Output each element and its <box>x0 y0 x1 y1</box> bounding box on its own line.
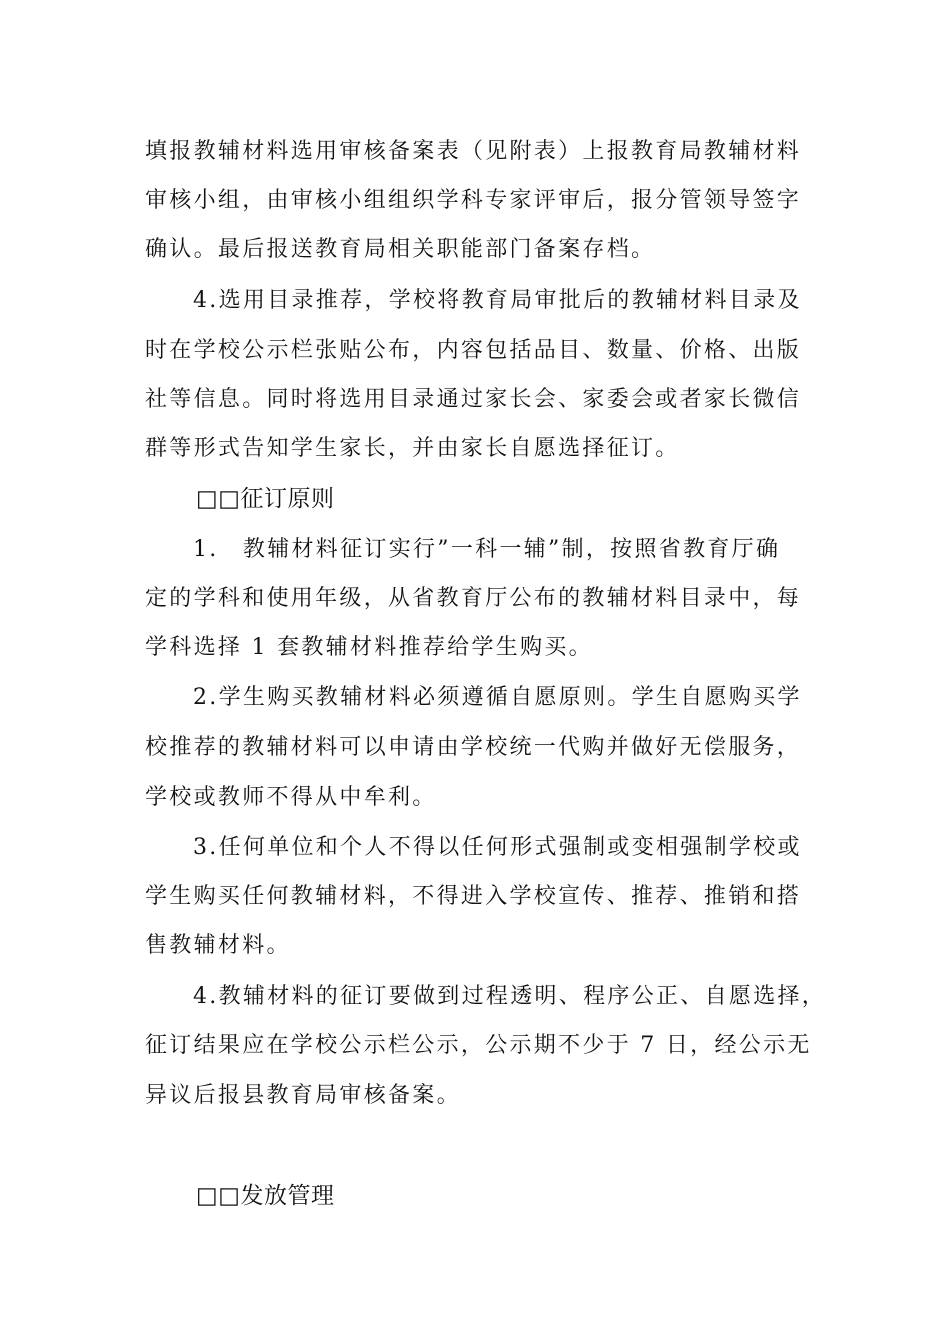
section-heading: □□征订原则 <box>196 486 335 512</box>
paragraph-line: 异议后报县教育局审核备案。 <box>145 1083 461 1108</box>
paragraph-line: 售教辅材料。 <box>145 933 291 958</box>
paragraph-line: 学校或教师不得从中牟利。 <box>145 785 437 810</box>
paragraph-line: 学生购买任何教辅材料，不得进入学校宣传、推荐、推销和搭 <box>145 884 802 909</box>
paragraph-line: 2.学生购买教辅材料必须遵循自愿原则。学生自愿购买学 <box>193 685 802 710</box>
paragraph-line: 社等信息。同时将选用目录通过家长会、家委会或者家长微信 <box>145 387 802 412</box>
paragraph-line: 征订结果应在学校公示栏公示，公示期不少于 7 日，经公示无 <box>145 1033 812 1058</box>
paragraph-line: 群等形式告知学生家长，并由家长自愿选择征订。 <box>145 436 680 461</box>
paragraph-line: 校推荐的教辅材料可以申请由学校统一代购并做好无偿服务， <box>145 735 802 760</box>
paragraph-line: 4.教辅材料的征订要做到过程透明、程序公正、自愿选择， <box>193 984 827 1009</box>
section-heading: □□发放管理 <box>196 1183 335 1209</box>
paragraph-line: 审核小组，由审核小组组织学科专家评审后，报分管领导签字 <box>145 188 802 213</box>
paragraph-line: 填报教辅材料选用审核备案表（见附表）上报教育局教辅材料 <box>145 139 802 164</box>
paragraph-line: 3.任何单位和个人不得以任何形式强制或变相强制学校或 <box>193 835 802 860</box>
paragraph-line: 学科选择 1 套教辅材料推荐给学生购买。 <box>145 635 593 660</box>
paragraph-line: 时在学校公示栏张贴公布，内容包括品目、数量、价格、出版 <box>145 338 802 363</box>
paragraph-line: 1. 教辅材料征订实行”一科一辅”制，按照省教育厅确 <box>193 537 781 562</box>
paragraph-line: 定的学科和使用年级，从省教育厅公布的教辅材料目录中，每 <box>145 586 802 611</box>
paragraph-line: 4.选用目录推荐，学校将教育局审批后的教辅材料目录及 <box>193 288 802 313</box>
paragraph-line: 确认。最后报送教育局相关职能部门备案存档。 <box>145 237 656 262</box>
